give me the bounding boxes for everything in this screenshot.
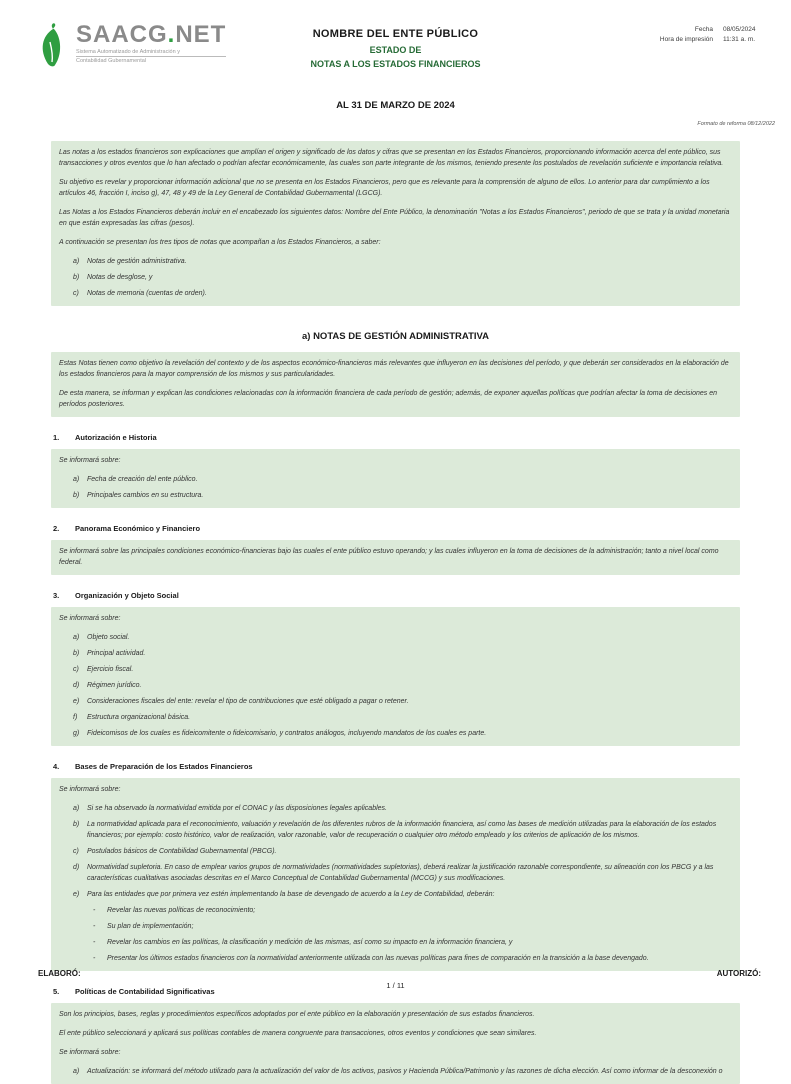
list-item: a) Objeto social.	[73, 634, 130, 641]
section-4-block	[51, 778, 740, 971]
hora-impresion-value: 11:31 a. m.	[723, 36, 756, 43]
fecha-label: Fecha	[694, 26, 713, 33]
elaboro-label: ELABORÓ:	[38, 969, 81, 978]
logo-dot: .	[167, 21, 176, 48]
list-item: b) Principales cambios en su estructura.	[73, 492, 204, 499]
list-item: d) Normatividad supletoria. En caso de emplear varios grupos de normatividades (normatividades supletorias), deberá realizar la justificación razonable correspondiente, su alineación con los PBCG y a las características cualitativas asociadas descritas en el Marco Conceptual de Contabilidad Gubernamental (MCCG) y sus modificaciones.	[73, 864, 714, 882]
list-item: c) Notas de memoria (cuentas de orden).	[73, 290, 207, 297]
intro-block	[51, 141, 740, 306]
hora-impresion-label: Hora de impresión	[659, 36, 713, 43]
list-item: g) Fideicomisos de los cuales es fideicomitente o fideicomisario, y contratos análogos, incluyendo mandatos de los cuales es parte.	[73, 730, 487, 737]
section-paragraph: El ente público seleccionará y aplicará sus políticas contables de manera congruente para transacciones, otros eventos y condiciones que sean similares.	[59, 1030, 537, 1037]
page-number: 1 / 11	[386, 981, 405, 990]
list-item: e) Para las entidades que por primera vez estén implementando la base de devengado de acuerdo a la Ley de Contabilidad, deberán:	[73, 891, 495, 898]
section-a-paragraph: De esta manera, se informan y explican las condiciones relacionadas con la información financiera de cada período de gestión; además, de exponer aquellas políticas que podrían afectar la toma de decisiones en períodos posteriores.	[59, 390, 718, 408]
bullet-item: - Su plan de implementación;	[93, 923, 194, 930]
notes-title: NOTAS A LOS ESTADOS FINANCIEROS	[310, 59, 481, 69]
fecha-value: 08/05/2024	[723, 26, 756, 33]
section-paragraph: Son los principios, bases, reglas y procedimientos específicos adoptados por el ente público en la elaboración y presentación de sus estados financieros.	[59, 1011, 535, 1018]
entity-name-title: NOMBRE DEL ENTE PÚBLICO	[312, 28, 479, 40]
section-intro: Se informará sobre:	[59, 615, 121, 622]
list-item: b) La normatividad aplicada para el reconocimiento, valuación y revelación de los diferentes rubros de la información financiera, así como las bases de medición utilizadas para la elaboración de los estados financieros; por ejemplo: costo histórico, valor de realización, valor razonable, valor de recuperación o cualquier otro método empleado y los criterios de aplicación de los mismos.	[73, 821, 717, 839]
list-item: b) Principal actividad.	[73, 650, 146, 657]
bullet-item: - Revelar las nuevas políticas de reconocimiento;	[93, 907, 256, 914]
autorizo-label: AUTORIZÓ:	[716, 969, 761, 978]
intro-paragraph: Su objetivo es revelar y proporcionar información adicional que no se presenta en los Estados Financieros, pero que es relevante para la comprensión de alguno de ellos. Lo anterior para dar cumplimiento a los artículos 46, fracción I, inciso g), 47, 48 y 49 de la Ley General de Contabilidad Gubernamental (LGCG).	[59, 179, 710, 197]
logo-tagline-1: Sistema Automatizado de Administración y	[76, 49, 226, 57]
list-item: d) Régimen jurídico.	[73, 682, 142, 689]
section-a-block	[51, 352, 740, 417]
intro-paragraph: Las notas a los estados financieros son explicaciones que amplían el origen y significado de los datos y cifras que se presentan en los Estados Financieros, proporcionando información acerca del ente público, sus transacciones y otros eventos que lo han afectado o podrían afectar económicamente, las cuales son parte integrante de los mismos, teniendo presente los postulados de revelación suficiente e importancia relativa.	[59, 149, 724, 167]
section-2-block	[51, 540, 740, 575]
statement-type-title: ESTADO DE	[369, 45, 422, 55]
period-title: AL 31 DE MARZO DE 2024	[336, 100, 455, 111]
section-a-paragraph: Estas Notas tienen como objetivo la revelación del contexto y de los aspectos económico-financieros más relevantes que influyeron en las decisiones del período, y que deberán ser considerados en la elaboración de los estados financieros para la mayor comprensión de los mismos y sus particularidades.	[59, 360, 729, 378]
bullet-item: - Presentar los últimos estados financieros con la normatividad anteriormente utilizada con las nuevas políticas para fines de comparación en la transición a la base devengado.	[93, 955, 649, 962]
print-info	[660, 26, 775, 46]
list-item: f) Estructura organizacional básica.	[73, 714, 191, 721]
list-item: a) Notas de gestión administrativa.	[73, 258, 187, 265]
section-3-heading: 3. Organización y Objeto Social	[53, 591, 179, 600]
section-2-heading: 2. Panorama Económico y Financiero	[53, 524, 201, 533]
list-item: e) Consideraciones fiscales del ente: revelar el tipo de contribuciones que esté obligado a pagar o retener.	[73, 698, 409, 705]
intro-paragraph: A continuación se presentan los tres tipos de notas que acompañan a los Estados Financieros, a saber:	[59, 239, 381, 246]
section-a-heading: a) NOTAS DE GESTIÓN ADMINISTRATIVA	[301, 331, 489, 342]
notes-type-list	[73, 256, 732, 299]
section-intro: Se informará sobre:	[59, 1049, 121, 1056]
list-item: a) Fecha de creación del ente público.	[73, 476, 198, 483]
format-reform-note: Formato de reforma 08/12/2022	[697, 121, 775, 127]
logo-tagline-2: Contabilidad Gubernamental	[76, 58, 147, 64]
section-paragraph: Se informará sobre las principales condiciones económico-financieras bajo las cuales el ente público estuvo operando; y las cuales influyeron en la toma de decisiones de la administración; tanto a nivel local como federal.	[59, 548, 719, 566]
logo-prefix: SAACG	[76, 21, 168, 48]
list-item: c) Postulados básicos de Contabilidad Gubernamental (PBCG).	[73, 848, 277, 855]
list-item: a) Si se ha observado la normatividad emitida por el CONAC y las disposiciones legales aplicables.	[73, 805, 387, 812]
list-item: a) Actualización: se informará del método utilizado para la actualización del valor de los activos, pasivos y Hacienda Pública/Patrimonio y las razones de dicha elección. Así como informar de la desconexión o	[73, 1068, 723, 1075]
section-1-heading: 1. Autorización e Historia	[53, 433, 157, 442]
section-5-block	[51, 1003, 740, 1084]
list-item: b) Notas de desglose, y	[73, 274, 153, 281]
section-4-heading: 4. Bases de Preparación de los Estados Financieros	[53, 762, 253, 771]
devengado-bullet-list	[93, 905, 732, 964]
document-body	[51, 141, 740, 1084]
section-5-heading: 5. Políticas de Contabilidad Significativas	[53, 987, 215, 996]
list-item: c) Ejercicio fiscal.	[73, 666, 134, 673]
logo-suffix: NET	[175, 21, 227, 48]
intro-paragraph: Las Notas a los Estados Financieros deberán incluir en el encabezado los siguientes datos: Nombre del Ente Público, la denominación "Notas a los Estados Financieros", periodo de que se trata y la unidad monetaria en que están expresadas las cifras (pesos).	[59, 209, 730, 227]
section-1-block	[51, 449, 740, 508]
section-intro: Se informará sobre:	[59, 786, 121, 793]
section-3-block	[51, 607, 740, 746]
section-intro: Se informará sobre:	[59, 457, 121, 464]
bullet-item: - Revelar los cambios en las políticas, la clasificación y medición de las mismas, así como su impacto en la información financiera, y	[93, 939, 513, 946]
